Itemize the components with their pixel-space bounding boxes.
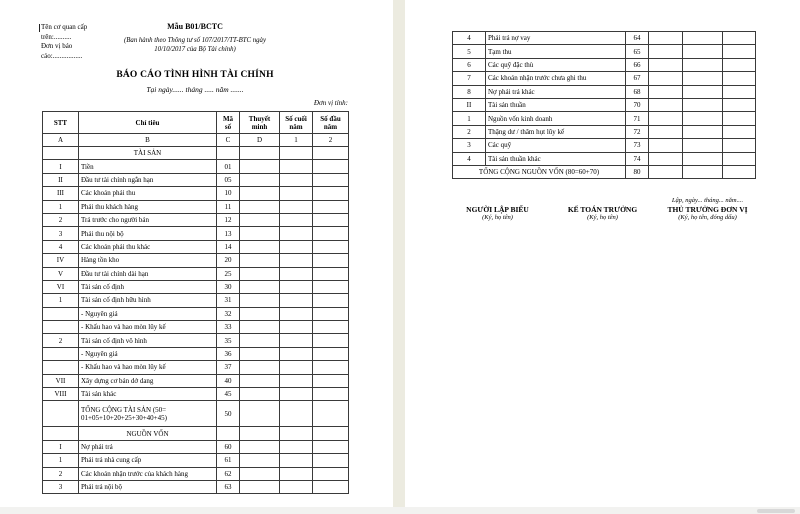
stt-cell: 4 xyxy=(453,152,486,165)
empty-cell xyxy=(240,480,280,493)
stt-cell: 8 xyxy=(453,85,486,98)
empty-cell xyxy=(280,401,313,427)
code-cell: 68 xyxy=(626,85,649,98)
stt-cell: I xyxy=(43,440,79,453)
empty-cell xyxy=(240,374,280,387)
label-cell: Nguồn vốn kinh doanh xyxy=(486,112,626,125)
empty-cell xyxy=(313,334,349,347)
empty-cell xyxy=(723,98,756,111)
empty-cell xyxy=(683,165,723,178)
subheader-cell: C xyxy=(217,134,240,147)
signature-col xyxy=(550,205,655,221)
signature-role-note: (Ký, họ tên) xyxy=(482,214,513,221)
col-header-so-dau-nam: Số đầu năm xyxy=(313,112,349,134)
code-cell: 67 xyxy=(626,72,649,85)
table-subheader-row xyxy=(43,134,349,147)
label-cell: Phải trả nợ vay xyxy=(486,32,626,45)
financial-table-page2 xyxy=(452,31,756,179)
empty-cell xyxy=(280,334,313,347)
section-label-cell: TÀI SẢN xyxy=(79,147,217,160)
label-cell: - Khấu hao và hao mòn lũy kế xyxy=(79,321,217,334)
stt-cell: V xyxy=(43,267,79,280)
subheader-cell: D xyxy=(240,134,280,147)
empty-cell xyxy=(240,467,280,480)
code-cell: 63 xyxy=(217,480,240,493)
empty-cell xyxy=(280,254,313,267)
empty-cell xyxy=(723,165,756,178)
label-cell: Nợ phải trả xyxy=(79,440,217,453)
table-row xyxy=(453,125,756,138)
empty-cell xyxy=(313,388,349,401)
code-cell: 72 xyxy=(626,125,649,138)
empty-cell xyxy=(313,361,349,374)
empty-cell xyxy=(723,72,756,85)
empty-cell xyxy=(240,240,280,253)
empty-cell xyxy=(313,294,349,307)
label-cell: Tài sản khác xyxy=(79,388,217,401)
empty-cell xyxy=(313,187,349,200)
stt-cell: VI xyxy=(43,280,79,293)
subheader-cell: 2 xyxy=(313,134,349,147)
unit-label: Đơn vị tính: xyxy=(313,99,348,107)
code-cell: 01 xyxy=(217,160,240,173)
table-row xyxy=(453,45,756,58)
empty-cell xyxy=(280,480,313,493)
table-row xyxy=(453,152,756,165)
stt-cell xyxy=(43,347,79,360)
col-header-thuyet-minh: Thuyết minh xyxy=(240,112,280,134)
table-row xyxy=(43,213,349,226)
stt-cell: 2 xyxy=(43,213,79,226)
org-line: Đơn vị báo xyxy=(41,42,73,50)
stt-cell xyxy=(43,147,79,160)
table-row xyxy=(43,240,349,253)
empty-cell xyxy=(649,98,683,111)
empty-cell xyxy=(280,454,313,467)
empty-cell xyxy=(280,467,313,480)
empty-cell xyxy=(649,45,683,58)
empty-cell xyxy=(313,401,349,427)
stt-cell: 4 xyxy=(43,240,79,253)
empty-cell xyxy=(240,347,280,360)
page-gap xyxy=(393,0,405,514)
signature-columns xyxy=(445,205,760,221)
table-row xyxy=(43,480,349,493)
code-cell: 32 xyxy=(217,307,240,320)
label-cell: Tiền xyxy=(79,160,217,173)
code-cell: 11 xyxy=(217,200,240,213)
subheader-cell: 1 xyxy=(280,134,313,147)
empty-cell xyxy=(280,347,313,360)
code-cell: 71 xyxy=(626,112,649,125)
empty-cell xyxy=(280,280,313,293)
horizontal-scrollbar-thumb[interactable] xyxy=(757,509,795,513)
empty-cell xyxy=(280,321,313,334)
table-row xyxy=(453,139,756,152)
empty-cell xyxy=(240,160,280,173)
table-row xyxy=(43,173,349,186)
empty-cell xyxy=(313,467,349,480)
code-cell: 35 xyxy=(217,334,240,347)
empty-cell xyxy=(723,139,756,152)
org-line: Tên cơ quan cấp xyxy=(41,23,88,31)
label-cell: Các quỹ xyxy=(486,139,626,152)
empty-cell xyxy=(240,147,280,160)
table-row xyxy=(43,267,349,280)
empty-cell xyxy=(313,427,349,440)
code-cell: 31 xyxy=(217,294,240,307)
empty-cell xyxy=(240,401,280,427)
code-cell: 45 xyxy=(217,388,240,401)
empty-cell xyxy=(723,58,756,71)
stt-cell: II xyxy=(453,98,486,111)
col-header-so-cuoi-nam: Số cuối năm xyxy=(280,112,313,134)
empty-cell xyxy=(280,427,313,440)
table-row xyxy=(43,307,349,320)
table-row xyxy=(43,347,349,360)
code-cell: 05 xyxy=(217,173,240,186)
empty-cell xyxy=(723,32,756,45)
org-line: trên:.......... xyxy=(41,32,72,41)
empty-cell xyxy=(280,374,313,387)
empty-cell xyxy=(280,147,313,160)
stt-cell: VII xyxy=(43,374,79,387)
empty-cell xyxy=(313,454,349,467)
subheader-cell: B xyxy=(79,134,217,147)
signature-role-title: KẾ TOÁN TRƯỞNG xyxy=(567,205,638,214)
label-cell: Các khoản phải thu khác xyxy=(79,240,217,253)
table-row xyxy=(453,72,756,85)
total-row xyxy=(43,401,349,427)
empty-cell xyxy=(313,480,349,493)
table-row xyxy=(43,454,349,467)
empty-cell xyxy=(280,227,313,240)
empty-cell xyxy=(683,125,723,138)
issuance-note xyxy=(42,37,348,54)
empty-cell xyxy=(313,254,349,267)
code-cell: 36 xyxy=(217,347,240,360)
code-cell: 25 xyxy=(217,267,240,280)
empty-cell xyxy=(683,112,723,125)
code-cell: 30 xyxy=(217,280,240,293)
empty-cell xyxy=(240,361,280,374)
empty-cell xyxy=(240,280,280,293)
code-cell: 12 xyxy=(217,213,240,226)
empty-cell xyxy=(723,45,756,58)
section-row xyxy=(43,427,349,440)
signature-date-line: Lập, ngày... tháng... năm.... xyxy=(671,197,744,204)
section-row xyxy=(43,147,349,160)
code-cell: 20 xyxy=(217,254,240,267)
stt-cell: 5 xyxy=(453,45,486,58)
label-cell: Phải thu nội bộ xyxy=(79,227,217,240)
empty-cell xyxy=(240,307,280,320)
empty-cell xyxy=(683,72,723,85)
empty-cell xyxy=(649,152,683,165)
code-cell: 40 xyxy=(217,374,240,387)
label-cell: Trả trước cho người bán xyxy=(79,213,217,226)
code-cell xyxy=(217,427,240,440)
label-cell: Tài sản cố định vô hình xyxy=(79,334,217,347)
stt-cell: 4 xyxy=(453,32,486,45)
empty-cell xyxy=(723,152,756,165)
empty-cell xyxy=(649,72,683,85)
stt-cell: 3 xyxy=(453,139,486,152)
table-row xyxy=(43,160,349,173)
table-row xyxy=(43,187,349,200)
stt-cell: 1 xyxy=(43,294,79,307)
stt-cell xyxy=(43,307,79,320)
empty-cell xyxy=(683,32,723,45)
empty-cell xyxy=(313,200,349,213)
empty-cell xyxy=(649,125,683,138)
org-line: cáo:................. xyxy=(41,51,83,60)
stt-cell: II xyxy=(43,173,79,186)
empty-cell xyxy=(240,267,280,280)
empty-cell xyxy=(240,454,280,467)
code-cell: 13 xyxy=(217,227,240,240)
stt-cell: 7 xyxy=(453,72,486,85)
empty-cell xyxy=(280,240,313,253)
code-cell: 80 xyxy=(626,165,649,178)
stt-cell: 1 xyxy=(43,200,79,213)
empty-cell xyxy=(649,165,683,178)
stt-cell xyxy=(43,427,79,440)
stt-cell: 2 xyxy=(453,125,486,138)
empty-cell xyxy=(240,213,280,226)
label-cell: Hàng tồn kho xyxy=(79,254,217,267)
code-cell: 73 xyxy=(626,139,649,152)
empty-cell xyxy=(240,227,280,240)
empty-cell xyxy=(649,112,683,125)
label-cell: Đầu tư tài chính dài hạn xyxy=(79,267,217,280)
label-cell: Thặng dư / thâm hụt lũy kế xyxy=(486,125,626,138)
empty-cell xyxy=(313,240,349,253)
empty-cell xyxy=(313,213,349,226)
empty-cell xyxy=(280,173,313,186)
code-cell: 66 xyxy=(626,58,649,71)
stt-cell: 1 xyxy=(43,454,79,467)
empty-cell xyxy=(240,321,280,334)
label-cell: Phải trả nội bộ xyxy=(79,480,217,493)
empty-cell xyxy=(649,58,683,71)
page-right xyxy=(405,0,800,514)
table-row xyxy=(43,467,349,480)
stt-cell: 2 xyxy=(43,334,79,347)
code-cell: 33 xyxy=(217,321,240,334)
col-header-chi-tieu: Chỉ tiêu xyxy=(79,112,217,134)
empty-cell xyxy=(240,388,280,401)
signature-col xyxy=(445,205,550,221)
stt-cell: I xyxy=(43,160,79,173)
form-header xyxy=(42,22,348,54)
code-cell: 37 xyxy=(217,361,240,374)
table-row xyxy=(453,85,756,98)
page-left xyxy=(0,0,393,514)
empty-cell xyxy=(649,85,683,98)
empty-cell xyxy=(313,347,349,360)
table-row xyxy=(43,334,349,347)
signature-role-title: THỦ TRƯỞNG ĐƠN VỊ xyxy=(667,205,748,214)
empty-cell xyxy=(280,361,313,374)
stt-cell xyxy=(43,321,79,334)
table-row xyxy=(43,200,349,213)
empty-cell xyxy=(313,280,349,293)
stt-cell: 2 xyxy=(43,467,79,480)
table-row xyxy=(453,98,756,111)
table-row xyxy=(43,361,349,374)
code-cell: 74 xyxy=(626,152,649,165)
table-row xyxy=(43,321,349,334)
table-row xyxy=(43,374,349,387)
label-cell: Tài sản cố định hữu hình xyxy=(79,294,217,307)
issuance-line-2: 10/10/2017 của Bộ Tài chính) xyxy=(154,45,236,53)
code-cell: 14 xyxy=(217,240,240,253)
stt-cell: 1 xyxy=(453,112,486,125)
signature-role-note: (Ký, họ tên, đóng dấu) xyxy=(678,214,737,221)
table-header-row xyxy=(43,112,349,134)
financial-table-page1 xyxy=(42,111,349,494)
text-cursor xyxy=(39,24,40,32)
grand-total-row xyxy=(453,165,756,178)
label-cell: Các khoản nhận trước của khách hàng xyxy=(79,467,217,480)
empty-cell xyxy=(240,294,280,307)
empty-cell xyxy=(683,139,723,152)
label-cell: - Khấu hao và hao mòn lũy kế xyxy=(79,361,217,374)
label-cell: Tạm thu xyxy=(486,45,626,58)
stt-cell: 6 xyxy=(453,58,486,71)
bottom-edge xyxy=(0,507,800,514)
section-label-cell: NGUỒN VỐN xyxy=(79,427,217,440)
empty-cell xyxy=(313,374,349,387)
empty-cell xyxy=(683,45,723,58)
code-cell: 50 xyxy=(217,401,240,427)
label-cell: Các quỹ đặc thù xyxy=(486,58,626,71)
label-cell: - Nguyên giá xyxy=(79,307,217,320)
empty-cell xyxy=(280,200,313,213)
empty-cell xyxy=(313,160,349,173)
report-subtitle: Tại ngày...... tháng ..... năm ....... xyxy=(146,85,244,94)
col-header-stt: STT xyxy=(43,112,79,134)
empty-cell xyxy=(280,213,313,226)
empty-cell xyxy=(280,187,313,200)
stt-cell: VIII xyxy=(43,388,79,401)
table-row xyxy=(453,58,756,71)
empty-cell xyxy=(313,267,349,280)
stt-cell: 3 xyxy=(43,227,79,240)
table-row xyxy=(43,254,349,267)
empty-cell xyxy=(313,307,349,320)
signature-col xyxy=(655,205,760,221)
empty-cell xyxy=(280,267,313,280)
empty-cell xyxy=(240,440,280,453)
empty-cell xyxy=(240,427,280,440)
code-cell: 70 xyxy=(626,98,649,111)
issuance-line-1: (Ban hành theo Thông tư số 107/2017/TT-BTC ngày xyxy=(124,37,266,44)
label-cell: Nợ phải trả khác xyxy=(486,85,626,98)
table-row xyxy=(43,227,349,240)
code-cell: 61 xyxy=(217,454,240,467)
table-row xyxy=(453,112,756,125)
empty-cell xyxy=(683,85,723,98)
report-title: BÁO CÁO TÌNH HÌNH TÀI CHÍNH xyxy=(116,70,274,80)
table-row xyxy=(43,388,349,401)
empty-cell xyxy=(723,112,756,125)
stt-cell xyxy=(43,401,79,427)
empty-cell xyxy=(683,152,723,165)
empty-cell xyxy=(683,58,723,71)
code-cell: 62 xyxy=(217,467,240,480)
empty-cell xyxy=(240,200,280,213)
empty-cell xyxy=(280,160,313,173)
stt-cell xyxy=(43,361,79,374)
label-cell: - Nguyên giá xyxy=(79,347,217,360)
empty-cell xyxy=(683,98,723,111)
empty-cell xyxy=(649,139,683,152)
empty-cell xyxy=(280,440,313,453)
empty-cell xyxy=(280,294,313,307)
code-cell: 10 xyxy=(217,187,240,200)
empty-cell xyxy=(280,388,313,401)
table-row xyxy=(43,280,349,293)
label-cell: Đầu tư tài chính ngắn hạn xyxy=(79,173,217,186)
stt-cell: IV xyxy=(43,254,79,267)
empty-cell xyxy=(313,321,349,334)
code-cell xyxy=(217,147,240,160)
empty-cell xyxy=(240,334,280,347)
empty-cell xyxy=(240,187,280,200)
label-cell: Tài sản thuần xyxy=(486,98,626,111)
total-label-cell: TỔNG CỘNG NGUỒN VỐN (80=60+70) xyxy=(453,165,626,178)
label-cell: Phải trả nhà cung cấp xyxy=(79,454,217,467)
subheader-cell: A xyxy=(43,134,79,147)
form-code: Mẫu B01/BCTC xyxy=(167,22,223,31)
label-cell: Phải thu khách hàng xyxy=(79,200,217,213)
label-cell: Tài sản thuần khác xyxy=(486,152,626,165)
empty-cell xyxy=(723,125,756,138)
label-cell: Các khoản phải thu xyxy=(79,187,217,200)
empty-cell xyxy=(280,307,313,320)
empty-cell xyxy=(313,173,349,186)
stt-cell: III xyxy=(43,187,79,200)
empty-cell xyxy=(313,227,349,240)
code-cell: 60 xyxy=(217,440,240,453)
empty-cell xyxy=(313,440,349,453)
stt-cell: 3 xyxy=(43,480,79,493)
empty-cell xyxy=(649,32,683,45)
code-cell: 64 xyxy=(626,32,649,45)
label-cell: Tài sản cố định xyxy=(79,280,217,293)
label-cell: Xây dựng cơ bản dở dang xyxy=(79,374,217,387)
label-cell: TỔNG CỘNG TÀI SẢN (50= 01+05+10+20+25+30+40+45) xyxy=(79,401,217,427)
signature-role-note: (Ký, họ tên) xyxy=(587,214,618,221)
empty-cell xyxy=(240,173,280,186)
table-row xyxy=(43,440,349,453)
signature-block xyxy=(445,197,760,221)
signature-role-title: NGƯỜI LẬP BIỂU xyxy=(466,205,529,214)
table-row xyxy=(43,294,349,307)
empty-cell xyxy=(313,147,349,160)
table-row xyxy=(453,32,756,45)
empty-cell xyxy=(240,254,280,267)
code-cell: 65 xyxy=(626,45,649,58)
label-cell: Các khoản nhận trước chưa ghi thu xyxy=(486,72,626,85)
empty-cell xyxy=(723,85,756,98)
col-header-ma-so: Mã số xyxy=(217,112,240,134)
